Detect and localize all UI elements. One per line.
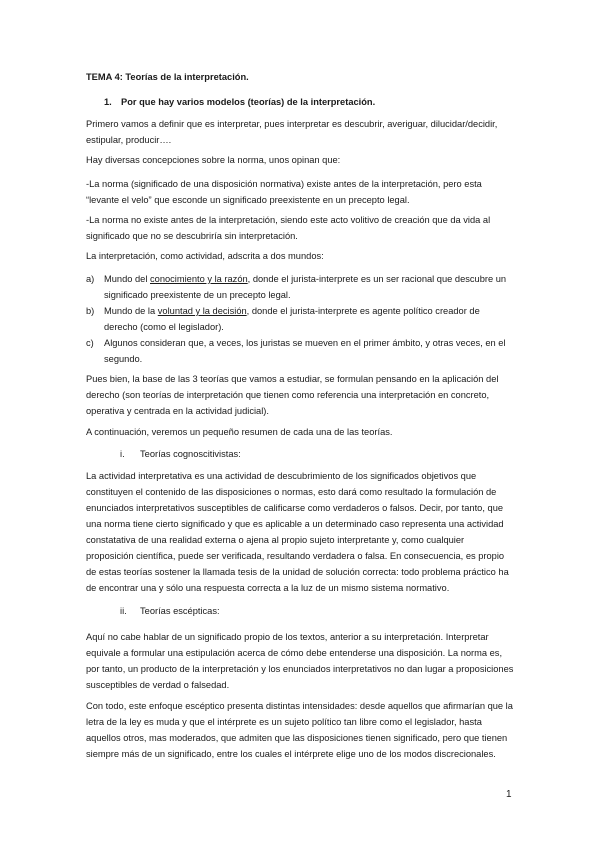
paragraph: Con todo, este enfoque escéptico presenta distintas intensidades: desde aquellos que afirmarían que la letra de la ley es muda y que el intérprete es un sujeto político tan libre como el legislador, hasta aquellos otros, mas moderados, que admiten que las disposiciones tienen significado, pero que tienen siempre más de un significado, entre los cuales el intérprete elige uno de los modos discrecionales. — [86, 701, 513, 759]
paragraph: -La norma no existe antes de la interpretación, siendo este acto volitivo de creación que da vida al significado que no se descubriría sin interpretación. — [86, 215, 491, 241]
list-item: Mundo del conocimiento y la razón, donde el jurista-interprete es un ser racional que descubre un significado preexistente de un precepto legal. — [104, 274, 507, 300]
paragraph: Aquí no cabe hablar de un significado propio de los textos, anterior a su interpretación. Interpretar equivale a formular una estipulación acerca de cómo debe entenderse una disposición. La norma es, por tanto, un producto de la interpretación y los enunciados interpretativos no dan lugar a proposiciones susceptibles de verdad o falsedad. — [86, 632, 514, 690]
section-heading: Por que hay varios modelos (teorías) de la interpretación. — [121, 97, 376, 107]
subsection-number: ii. — [120, 606, 127, 616]
list-item: Algunos consideran que, a veces, los juristas se mueven en el primer ámbito, y otras veces, en el segundo. — [104, 338, 506, 364]
paragraph: Pues bien, la base de las 3 teorías que vamos a estudiar, se formulan pensando en la aplicación del derecho (son teorías de interpretación que tienen como referencia una interpretación en concreto, operativa y centrada en la actividad judicial). — [86, 374, 499, 416]
underlined-term: conocimiento y la razón — [150, 274, 248, 284]
subsection-heading: Teorías escépticas: — [140, 606, 220, 616]
document-title: TEMA 4: Teorías de la interpretación. — [86, 72, 249, 82]
paragraph: Primero vamos a definir que es interpretar, pues interpretar es descubrir, averiguar, dilucidar/decidir, estipular, producir…. — [86, 119, 498, 145]
list-marker: a) — [86, 274, 95, 284]
paragraph: Hay diversas concepciones sobre la norma, unos opinan que: — [86, 155, 341, 165]
subsection-heading: Teorías cognoscitivistas: — [140, 449, 241, 459]
underlined-term: voluntad y la decisión — [157, 306, 247, 316]
subsection-number: i. — [120, 449, 125, 459]
list-marker: c) — [86, 338, 94, 348]
paragraph: La actividad interpretativa es una actividad de descubrimiento de los significados objetivos que constituyen el contenido de las disposiciones o normas, esto dará como resultado la formulación de enunciados interpretativos susceptibles de calificarse como verdaderos o falsos. Decir, por tanto, que una norma tiene cierto significado y que es aplicable a un determinado caso representa una actividad constatativa de una realidad externa o ajena al propio sujeto interpretante y, como cualquier proposición científica, puede ser verificada, resultando verdadera o falsa. En consecuencia, es propio de estas teorías sostener la llamada tesis de la unidad de solución correcta: todo problema práctico ha de encontrar una y sólo una respuesta correcta a la luz de un mismo sistema normativo. — [86, 471, 509, 593]
heading-number: 1. — [104, 97, 112, 107]
paragraph: La interpretación, como actividad, adscrita a dos mundos: — [86, 251, 324, 261]
paragraph: A continuación, veremos un pequeño resumen de cada una de las teorías. — [86, 427, 393, 437]
paragraph: -La norma (significado de una disposición normativa) existe antes de la interpretación, pero esta “levante el velo” que esconde un significado preexistente en un precepto legal. — [86, 179, 482, 205]
list-marker: b) — [86, 306, 95, 316]
page-number: 1 — [506, 789, 512, 800]
list-item: Mundo de la voluntad y la decisión, donde el jurista-interprete es agente político creador de derecho (como el legislador). — [104, 306, 480, 332]
